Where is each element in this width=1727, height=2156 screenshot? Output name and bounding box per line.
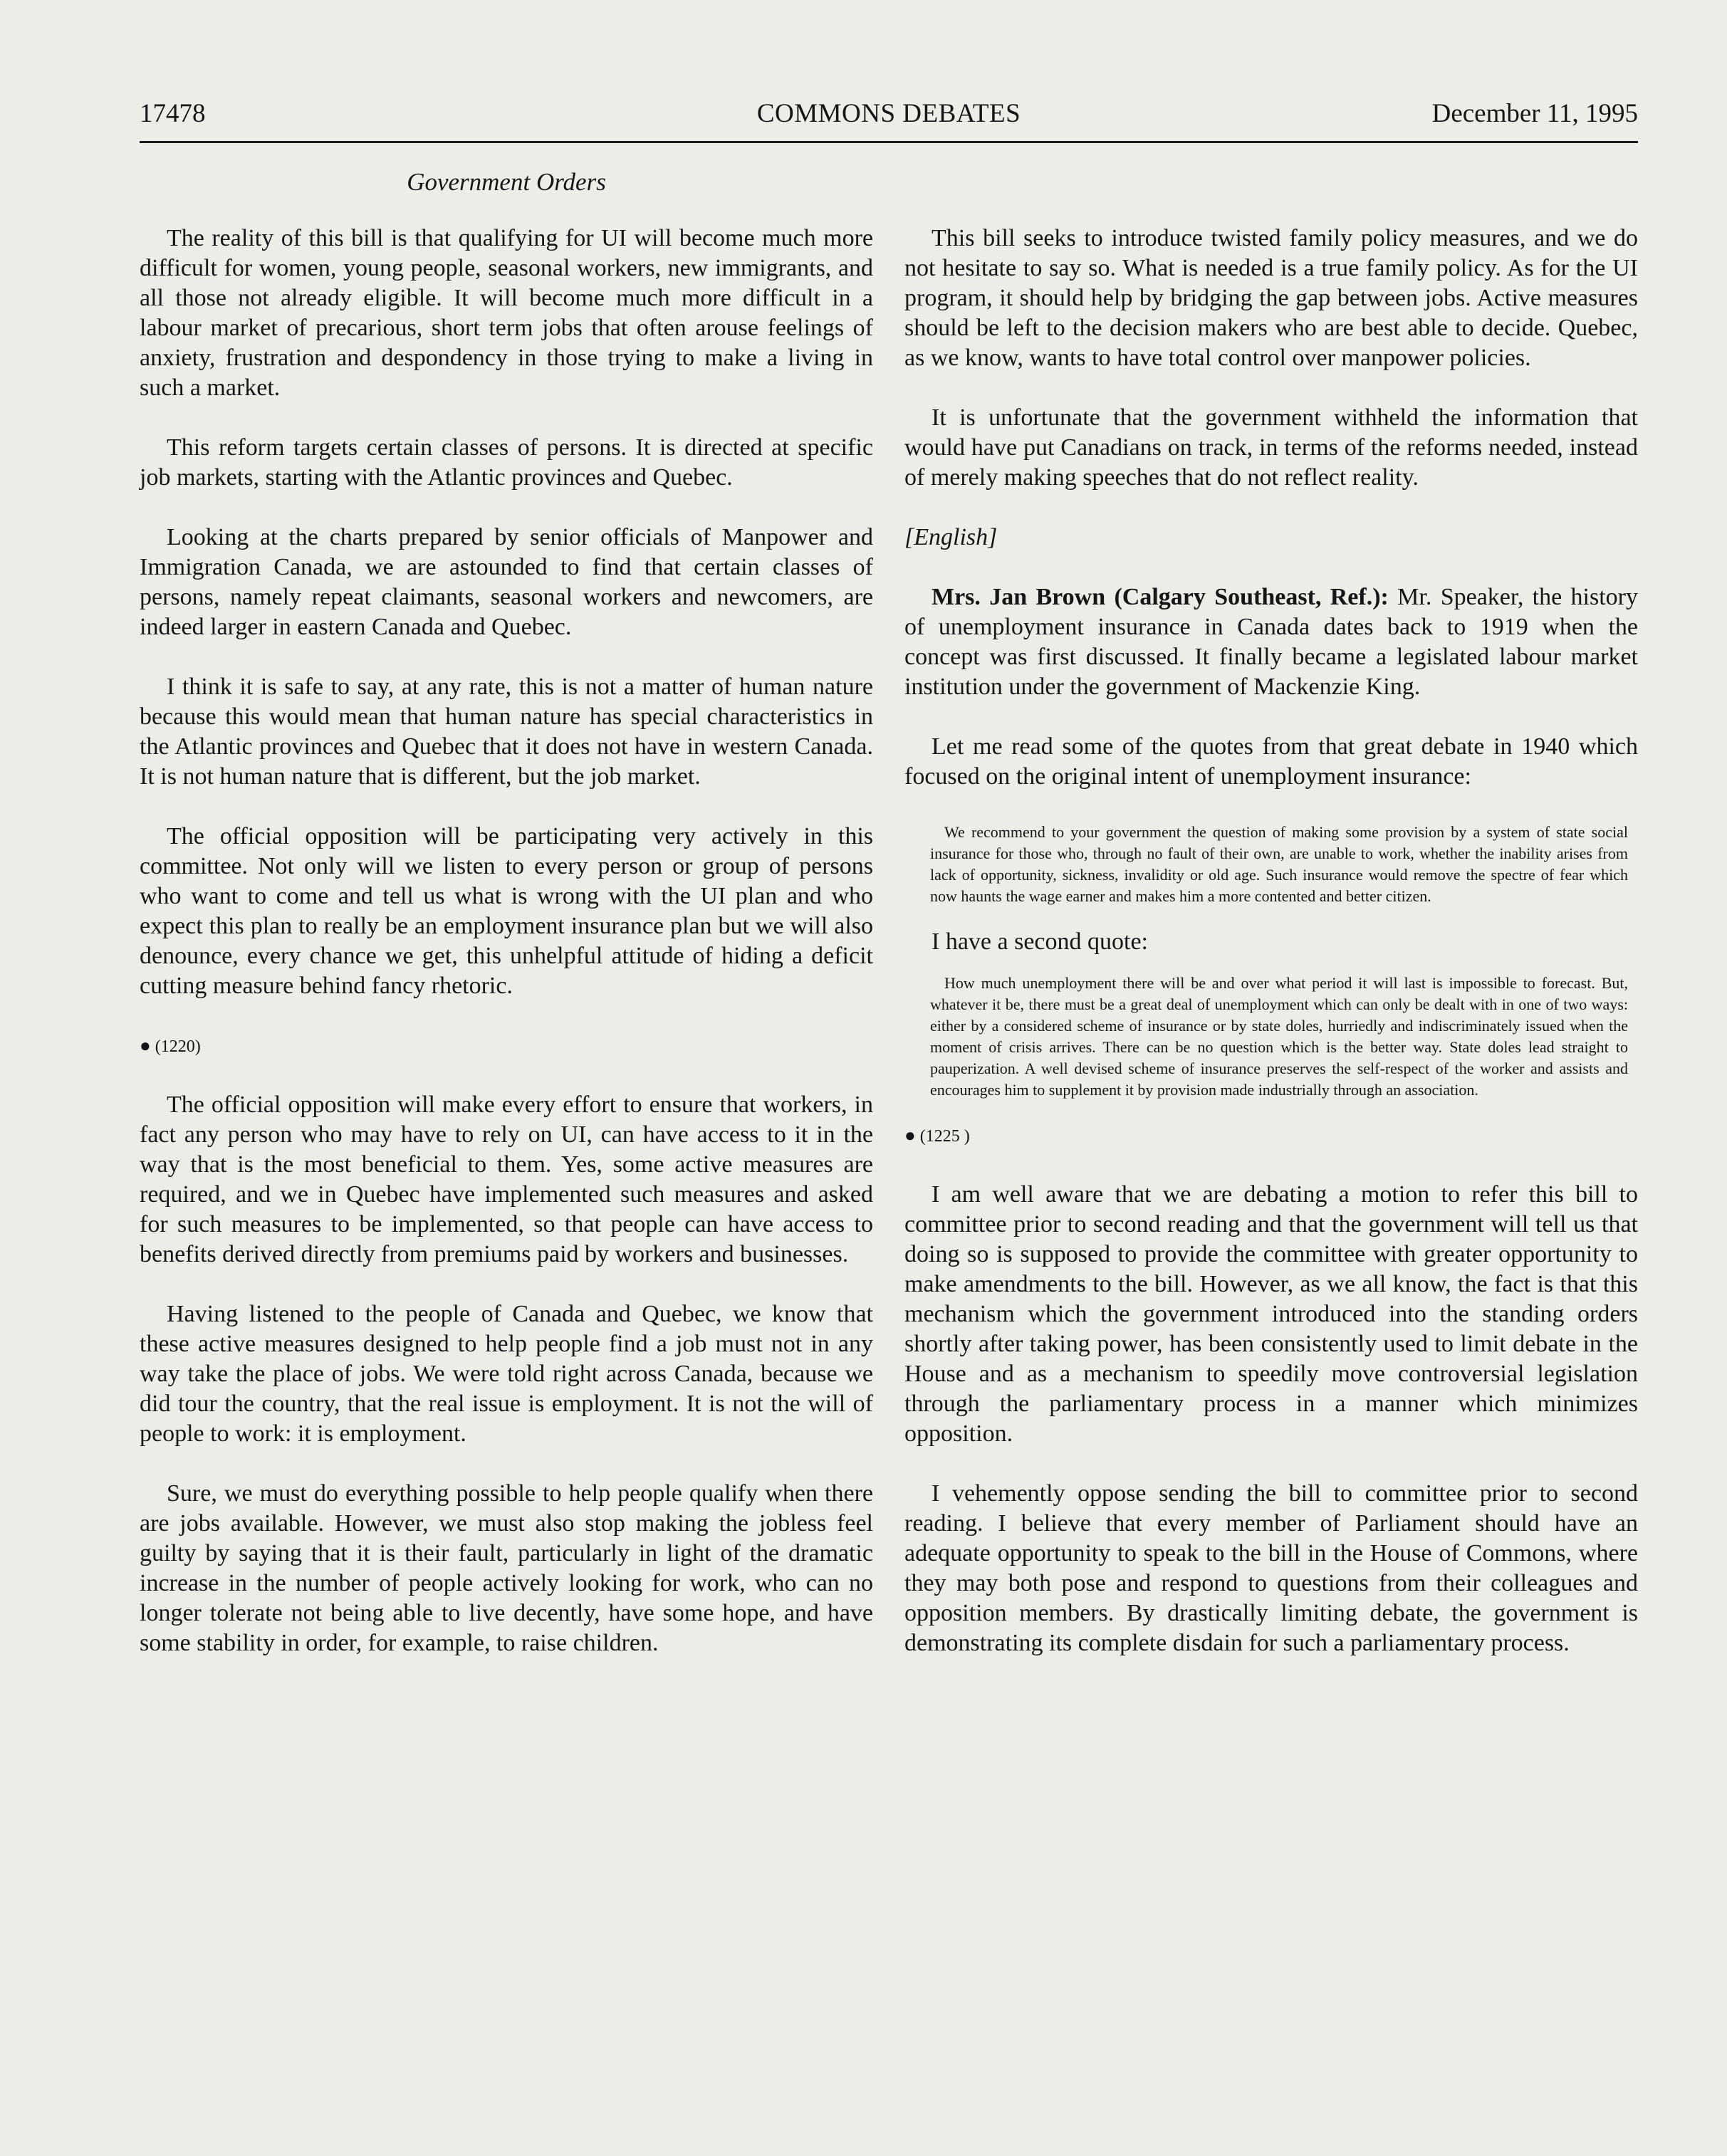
speaker-paragraph <box>904 582 1638 702</box>
paragraph: I am well aware that we are debating a motion to refer this bill to committee prior to second reading and that the government will tell us that doing so is supposed to provide the committee with greater opportunity to make amendments to the bill. However, as we all know, the fact is that this mechanism which the government introduced into the standing orders shortly after taking power, has been consistently used to limit debate in the House and as a mechanism to speedily move controversial legislation through the parliamentary process in a manner which minimizes opposition. <box>904 1181 1638 1447</box>
speaker-name: Mrs. Jan Brown (Calgary Southeast, Ref.): <box>932 584 1389 610</box>
block-quote: How much unemployment there will be and over what period it will last is impossible to forecast. But, whatever it be, there must be a great deal of unemployment which can only be dealt with in one of two ways: either by a considered scheme of insurance or by state doles, hurriedly and indiscriminately issued when the moment of crisis arrives. There can be no question which is the better way. State doles lead straight to pauperization. A well devised scheme of insurance preserves the self-respect of the worker and assists and encourages him to supplement it by provision made industrially through an association. <box>930 974 1628 1099</box>
bullet-icon: ● <box>140 1035 151 1056</box>
language-tag: [English] <box>904 524 998 550</box>
publication-title: COMMONS DEBATES <box>756 99 1021 128</box>
header-rule <box>140 141 1638 143</box>
page-header <box>140 98 1638 138</box>
paragraph: It is unfortunate that the government withheld the information that would have put Canadians on track, in terms of the reforms needed, instead of merely making speeches that do not reflect reality. <box>904 404 1638 491</box>
paragraph: This reform targets certain classes of persons. It is directed at specific job markets, starting with the Atlantic provinces and Quebec. <box>140 434 873 491</box>
time-marker <box>904 1121 1638 1151</box>
paragraph: The official opposition will be participating very actively in this committee. Not only will we listen to every person or group of persons who want to come and tell us what is wrong with the UI plan and who expect this plan to really be an employment insurance plan but we will also denounce, every chance we get, this unhelpful attitude of hiding a deficit cutting measure behind fancy rhetoric. <box>140 823 873 999</box>
paragraph: I vehemently oppose sending the bill to committee prior to second reading. I believe that every member of Parliament should have an adequate opportunity to speak to the bill in the House of Commons, where they may both pose and respond to questions from their colleagues and opposition members. By drastically limiting debate, the government is demonstrating its complete disdain for such a parliamentary process. <box>904 1480 1638 1656</box>
paragraph: Let me read some of the quotes from that great debate in 1940 which focused on the original intent of unemployment insurance: <box>904 733 1638 790</box>
speaker-text: Mr. Speaker, the history of unemployment insurance in Canada dates back to 1919 when the concept was first discussed. It finally became a legislated labour market institution under the government of Mackenzie King. <box>904 584 1638 700</box>
paragraph: I have a second quote: <box>932 928 1148 955</box>
publication-date: December 11, 1995 <box>1431 99 1638 128</box>
section-label: Government Orders <box>407 168 606 196</box>
block-quote: We recommend to your government the question of making some provision by a system of state social insurance for those who, through no fault of their own, are unable to work, whether the inability arises from lack of opportunity, sickness, invalidity or old age. Such insurance would remove the spectre of fear which now haunts the wage earner and makes him a more contented and better citizen. <box>930 823 1628 905</box>
right-column <box>904 224 1638 1688</box>
time-marker-label: (1225 ) <box>919 1127 970 1146</box>
time-marker <box>140 1031 873 1062</box>
paragraph: Having listened to the people of Canada and Quebec, we know that these active measures designed to help people find a job must not in any way take the place of jobs. We were told right across Canada, because we did tour the country, that the real issue is employment. It is not the will of people to work: it is employment. <box>140 1301 873 1447</box>
time-marker-label: (1220) <box>155 1037 201 1056</box>
page-number: 17478 <box>140 99 206 128</box>
paragraph: Looking at the charts prepared by senior officials of Manpower and Immigration Canada, we are astounded to find that certain classes of persons, namely repeat claimants, seasonal workers and newcomers, are indeed larger in eastern Canada and Quebec. <box>140 524 873 640</box>
paragraph: This bill seeks to introduce twisted family policy measures, and we do not hesitate to say so. What is needed is a true family policy. As for the UI program, it should help by bridging the gap between jobs. Active measures should be left to the decision makers who are best able to decide. Quebec, as we know, wants to have total control over manpower policies. <box>904 225 1638 371</box>
paragraph: The reality of this bill is that qualifying for UI will become much more difficult for women, young people, seasonal workers, new immigrants, and all those not already eligible. It will become much more difficult in a labour market of precarious, short term jobs that often arouse feelings of anxiety, frustration and despondency in those trying to make a living in such a market. <box>140 225 873 401</box>
bullet-icon: ● <box>904 1125 916 1146</box>
paragraph: I think it is safe to say, at any rate, this is not a matter of human nature because this would mean that human nature has special characteristics in the Atlantic provinces and Quebec that it does not have in western Canada. It is not human nature that is different, but the job market. <box>140 674 873 790</box>
left-column <box>140 224 873 1688</box>
paragraph: The official opposition will make every effort to ensure that workers, in fact any person who may have to rely on UI, can have access to it in the way that is the most beneficial to them. Yes, some active measures are required, and we in Quebec have implemented such measures and asked for such measures to be implemented, so that people can have access to benefits derived directly from premiums paid by workers and businesses. <box>140 1092 873 1267</box>
paragraph: Sure, we must do everything possible to help people qualify when there are jobs available. However, we must also stop making the jobless feel guilty by saying that it is their fault, particularly in light of the dramatic increase in the number of people actively looking for work, who can no longer tolerate not being able to live decently, have some hope, and have some stability in order, for example, to raise children. <box>140 1480 873 1656</box>
